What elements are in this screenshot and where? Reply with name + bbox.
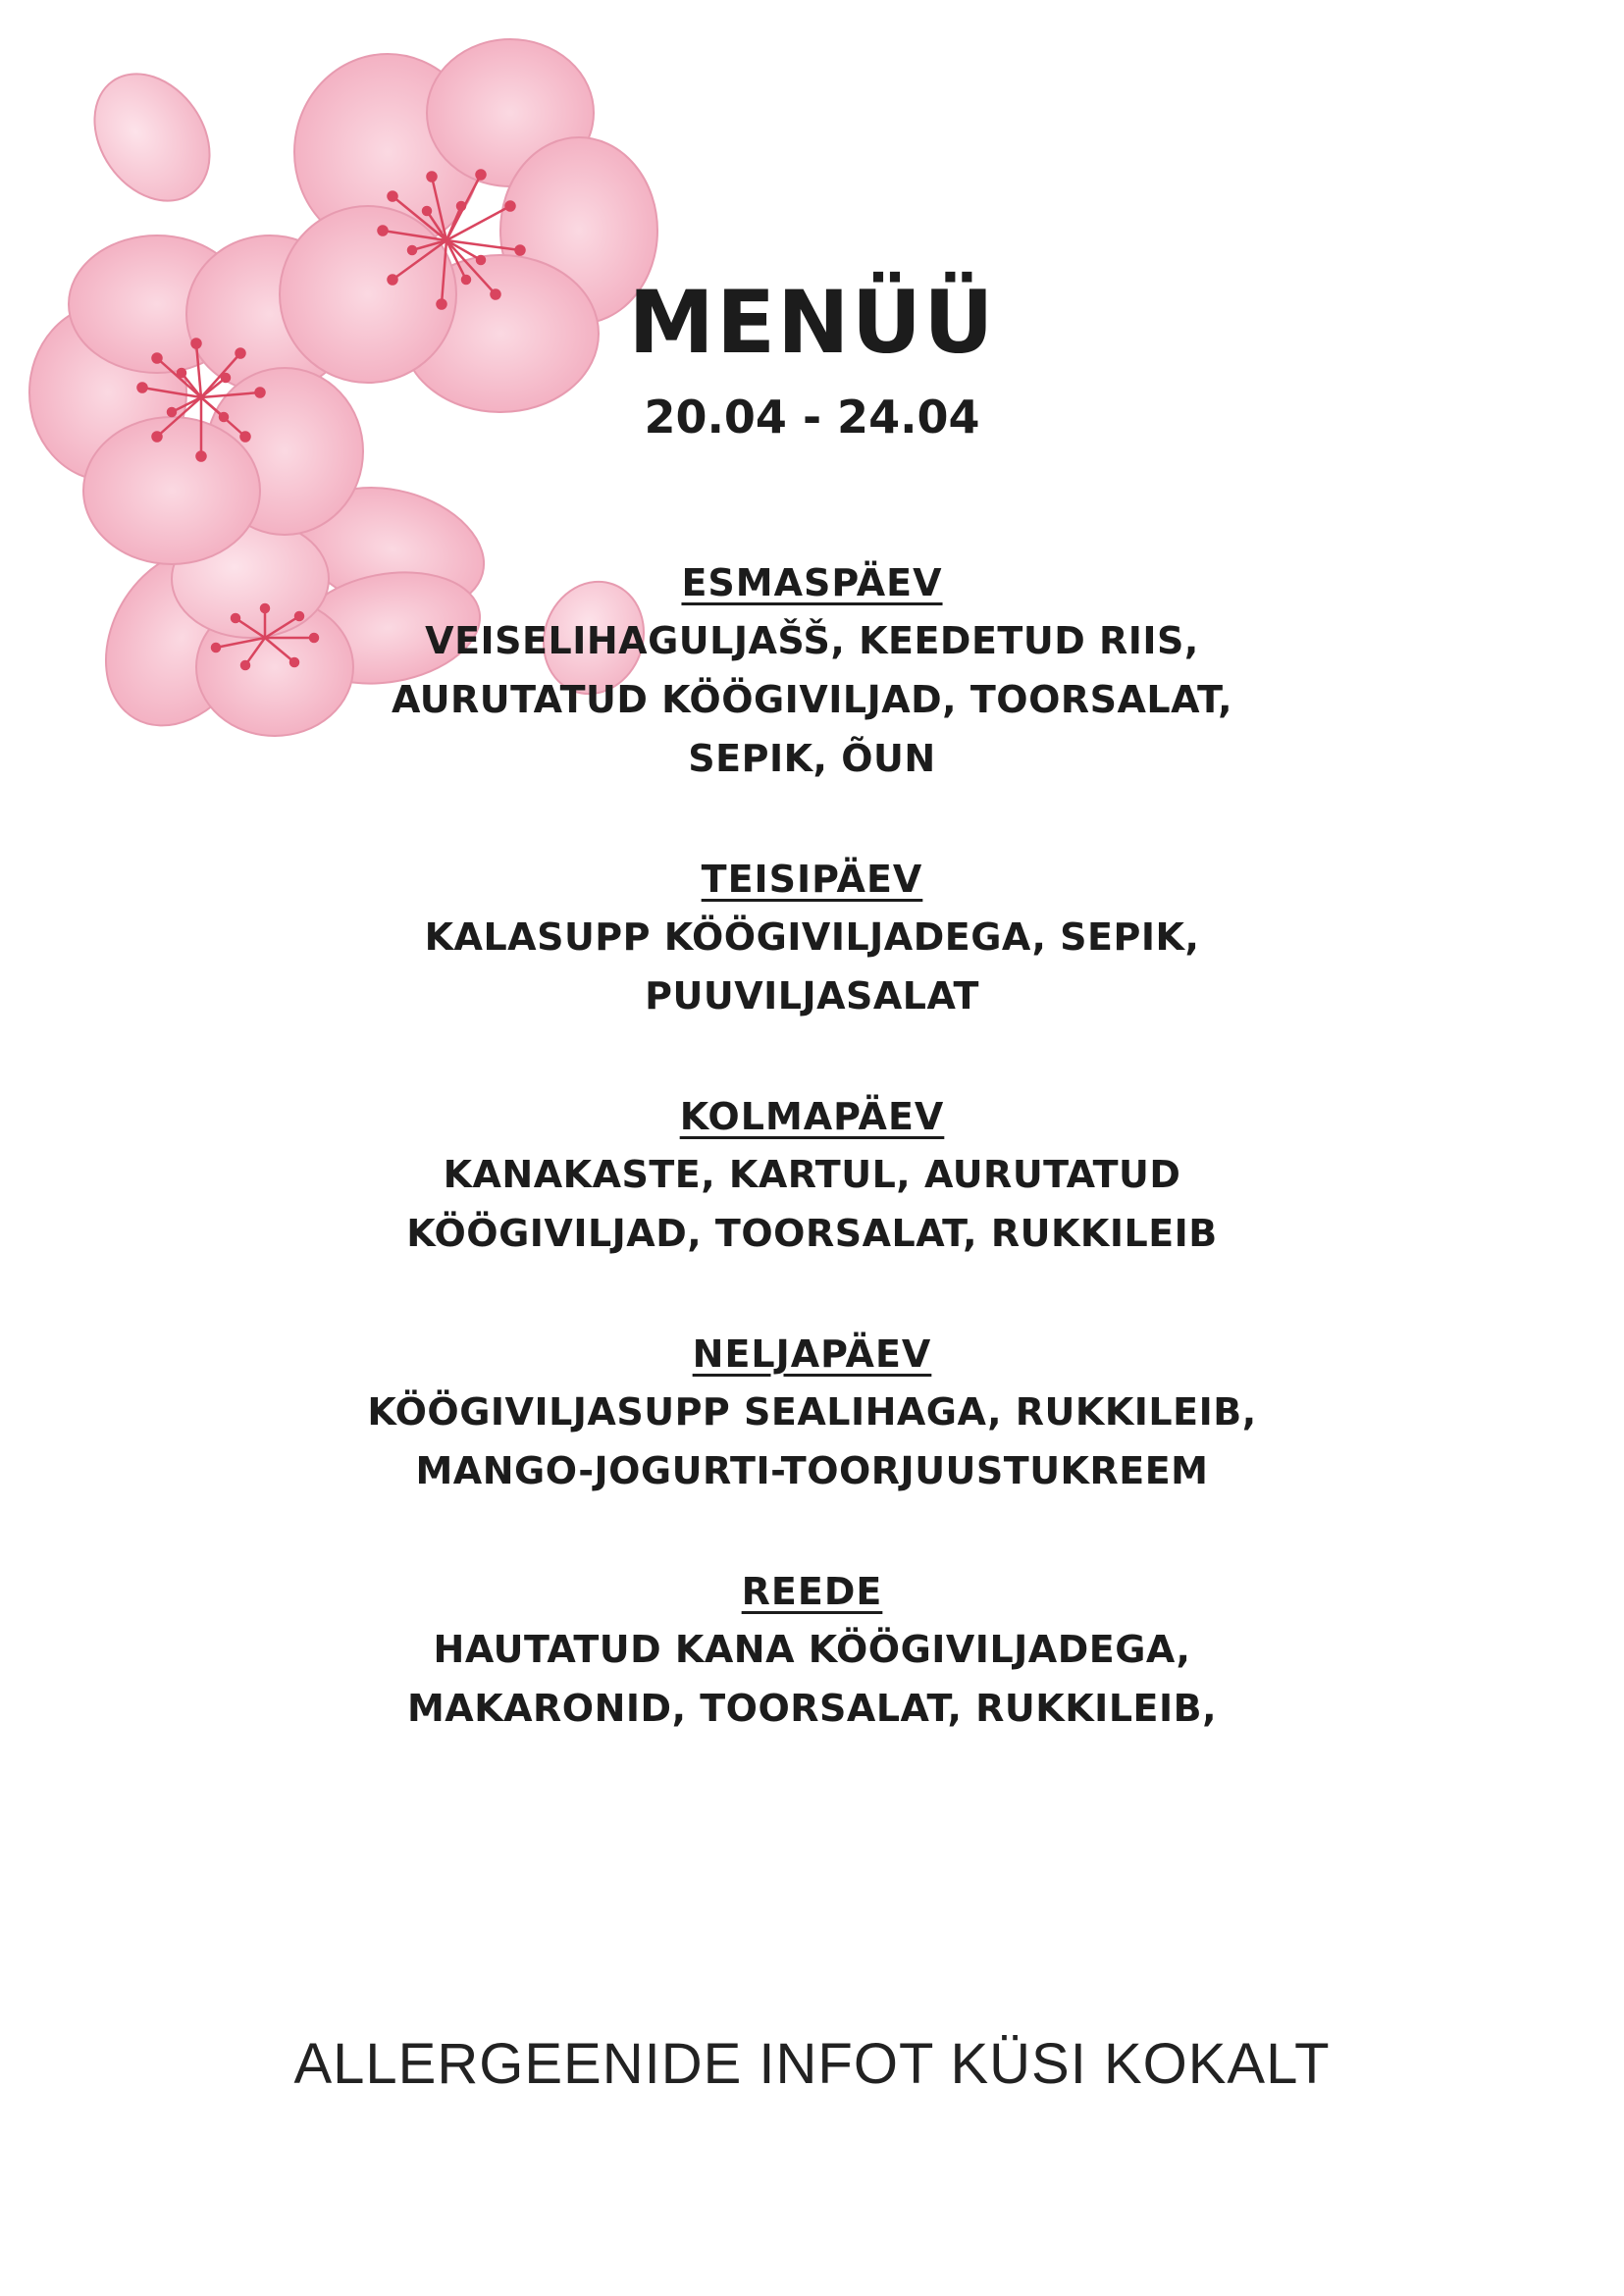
page-title: MENÜÜ <box>628 272 996 373</box>
dish-line: PUUVILJASALAT <box>645 974 979 1018</box>
day-section-monday <box>0 554 1624 788</box>
day-section-wednesday <box>0 1088 1624 1263</box>
dish-line: AURUTATUD KÖÖGIVILJAD, TOORSALAT, <box>391 678 1233 721</box>
day-section-thursday <box>0 1326 1624 1500</box>
dish-line: SEPIK, ÕUN <box>688 737 936 780</box>
dish-line: MANGO-JOGURTI-TOORJUUSTUKREEM <box>415 1449 1209 1492</box>
dish-line: KANAKASTE, KARTUL, AURUTATUD <box>443 1153 1181 1196</box>
dish-line: HAUTATUD KANA KÖÖGIVILJADEGA, <box>433 1628 1191 1671</box>
day-section-friday <box>0 1563 1624 1738</box>
dish-line: KÖÖGIVILJASUPP SEALIHAGA, RUKKILEIB, <box>367 1390 1257 1434</box>
day-heading: NELJAPÄEV <box>692 1332 932 1376</box>
loose-petal <box>71 52 233 223</box>
dish-line: VEISELIHAGULJAŠŠ, KEEDETUD RIIS, <box>425 619 1199 662</box>
day-heading: TEISIPÄEV <box>701 858 923 901</box>
day-heading: KOLMAPÄEV <box>679 1095 945 1138</box>
date-range: 20.04 - 24.04 <box>644 391 980 444</box>
dish-line: MAKARONID, TOORSALAT, RUKKILEIB, <box>406 1687 1218 1730</box>
dish-line: KALASUPP KÖÖGIVILJADEGA, SEPIK, <box>424 915 1200 959</box>
day-section-tuesday <box>0 851 1624 1025</box>
allergen-note: ALLERGEENIDE INFOT KÜSI KOKALT <box>293 2032 1331 2096</box>
day-heading: REEDE <box>741 1570 883 1613</box>
day-heading: ESMASPÄEV <box>681 561 943 604</box>
dish-line: KÖÖGIVILJAD, TOORSALAT, RUKKILEIB <box>406 1212 1218 1255</box>
weekly-menu <box>0 554 1624 1800</box>
